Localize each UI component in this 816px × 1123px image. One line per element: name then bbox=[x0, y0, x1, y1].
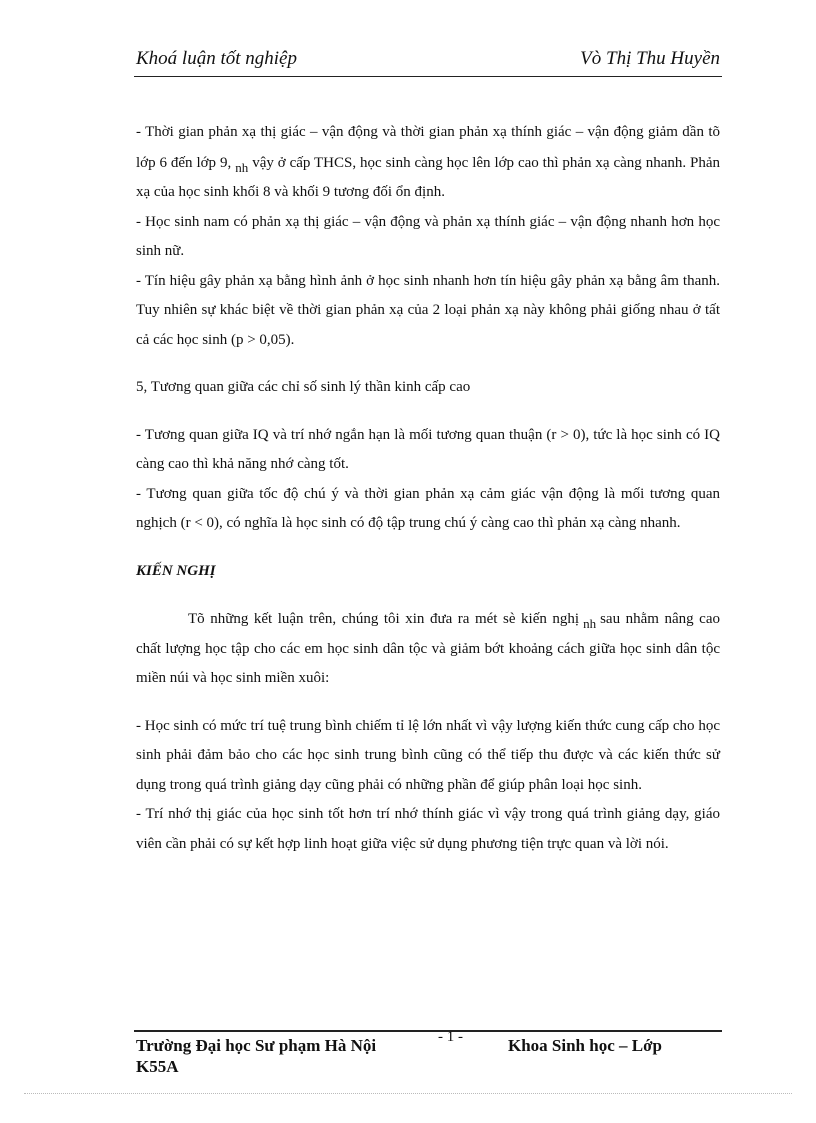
paragraph-reaction-time-grades bbox=[136, 118, 720, 208]
paragraph-average-intelligence: - Học sinh có mức trí tuệ trung bình chiếm tỉ lệ lớn nhất vì vậy lượng kiến thức cung cấp cho học sinh phải đảm bảo cho các học sinh trung bình cũng có thể tiếp thu được và các kiến thức sử dụng trong quá trình giảng dạy cũng phải có những phần để giúp phân loại học sinh. bbox=[136, 717, 720, 793]
paragraph-text: - Thời gian phản xạ thị giác – vận động và thời gian phản xạ thính giác – vận động giảm dần tõ lớp 6 đến lớp 9, bbox=[136, 124, 720, 171]
heading-recommendations: KIẾN NGHỊ bbox=[136, 562, 216, 579]
subscript-note: nh bbox=[583, 616, 597, 631]
paragraph-attention-reaction: - Tương quan giữa tốc độ chú ý và thời gian phản xạ cảm giác vận động là mối tương quan nghịch (r < 0), có nghĩa là học sinh có độ tập trung chú ý càng cao thì phản xạ càng nhanh. bbox=[136, 485, 720, 531]
subscript-note: nh bbox=[235, 159, 249, 175]
section-heading-5: 5, Tương quan giữa các chỉ số sinh lý thần kinh cấp cao bbox=[136, 379, 471, 395]
paragraph-text: sau nhằm nâng cao chất lượng học tập cho các em học sinh dân tộc và giảm bớt khoảng cách giữa học sinh dân tộc miền núi và học sinh miền xuôi: bbox=[136, 611, 720, 686]
paragraph-text: Tõ những kết luận trên, chúng tôi xin đưa ra mét sè kiến nghị bbox=[188, 611, 580, 627]
page-bottom-edge bbox=[24, 1093, 792, 1094]
document-body bbox=[136, 118, 720, 859]
paragraph-signal-type: - Tín hiệu gây phản xạ bằng hình ảnh ở học sinh nhanh hơn tín hiệu gây phản xạ bằng âm thanh. Tuy nhiên sự khác biệt về thời gian phản xạ của 2 loại phản xạ này không phải giống nhau ở tất cả các học sinh (p > 0,05). bbox=[136, 272, 720, 348]
paragraph-recommendations-intro bbox=[136, 604, 720, 694]
paragraph-text: vậy ở cấp THCS, học sinh càng học lên lớp cao thì phản xạ càng nhanh. Phản xạ của học sinh khối 8 và khối 9 tương đối ổn định. bbox=[136, 154, 721, 200]
footer-university: Trường Đại học Sư phạm Hà Nội bbox=[136, 1036, 377, 1055]
page-number: - 1 - bbox=[438, 1029, 463, 1045]
paragraph-gender-reaction: - Học sinh nam có phản xạ thị giác – vận động và phản xạ thính giác – vận động nhanh hơn học sinh nữ. bbox=[136, 213, 720, 259]
paragraph-visual-memory: - Trí nhớ thị giác của học sinh tốt hơn trí nhớ thính giác vì vậy trong quá trình giảng dạy, giáo viên cần phải có sự kết hợp linh hoạt giữa việc sử dụng phương tiện trực quan và lời nói. bbox=[136, 806, 720, 852]
header-divider bbox=[134, 76, 722, 77]
footer-divider bbox=[134, 1030, 722, 1032]
header-thesis-title: Khoá luận tốt nghiệp bbox=[136, 48, 297, 69]
footer-class-code: K55A bbox=[136, 1057, 179, 1076]
footer-faculty: Khoa Sinh học – Lớp bbox=[508, 1036, 662, 1055]
header-author-name: Vò Thị Thu Huyền bbox=[580, 48, 720, 69]
page-header bbox=[136, 48, 720, 76]
paragraph-iq-memory: - Tương quan giữa IQ và trí nhớ ngắn hạn là mối tương quan thuận (r > 0), tức là học sinh có IQ càng cao thì khả năng nhớ càng tốt. bbox=[136, 426, 720, 472]
